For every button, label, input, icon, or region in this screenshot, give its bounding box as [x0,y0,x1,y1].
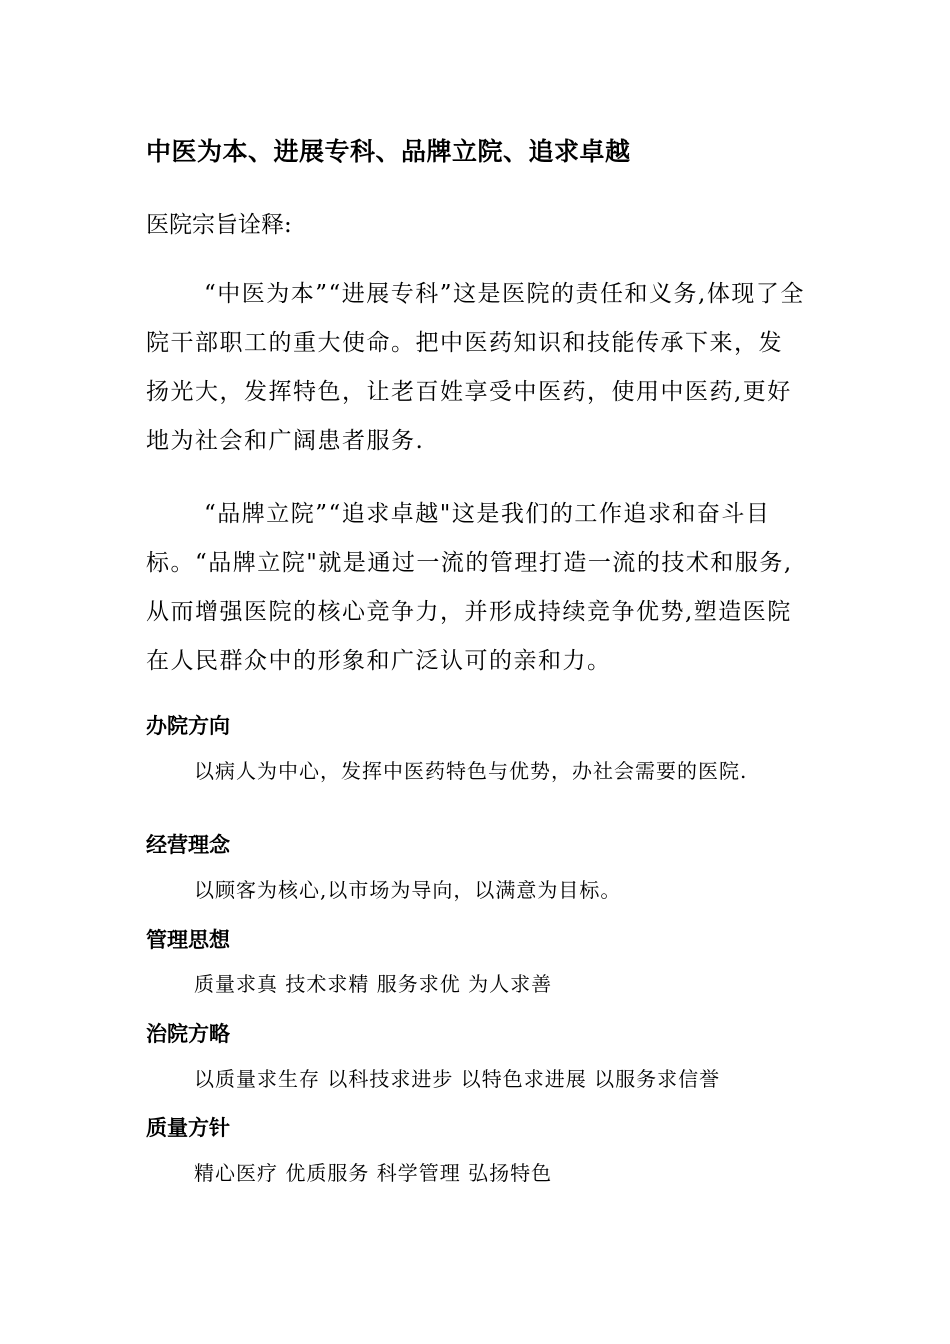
section-body-direction: 以病人为中心，发挥中医药特色与优势，办社会需要的医院. [194,759,748,783]
section-heading-direction: 办院方向 [146,713,230,738]
section-body-philosophy: 以顾客为核心,以市场为导向，以满意为目标。 [194,878,622,902]
section-body-strategy: 以质量求生存 以科技求进步 以特色求进展 以服务求信誉 [194,1067,721,1091]
paragraph: “中医为本”“进展专科”这是医院的责任和义务,体现了全院干部职工的重大使命。把中医药知识和技能传承下来，发扬光大，发挥特色，让老百姓享受中医药，使用中医药,更好地为社会和广阔患者服务. [146,281,805,454]
section-heading-quality: 质量方针 [146,1115,230,1140]
section-heading-management: 管理思想 [146,927,230,952]
paragraph: “品牌立院”“追求卓越"这是我们的工作追求和奋斗目标。“品牌立院"就是通过一流的管理打造一流的技术和服务,从而增强医院的核心竞争力，并形成持续竞争优势,塑造医院在人民群众中的形象和广泛认可的亲和力。 [146,501,793,674]
section-body-management: 质量求真 技术求精 服务求优 为人求善 [194,972,553,996]
section-heading-philosophy: 经营理念 [146,832,230,857]
page-subtitle: 医院宗旨诠释: [146,212,292,238]
page-title: 中医为本、进展专科、品牌立院、追求卓越 [146,137,631,166]
section-heading-strategy: 治院方略 [146,1021,230,1046]
section-body-quality: 精心医疗 优质服务 科学管理 弘扬特色 [194,1161,553,1185]
